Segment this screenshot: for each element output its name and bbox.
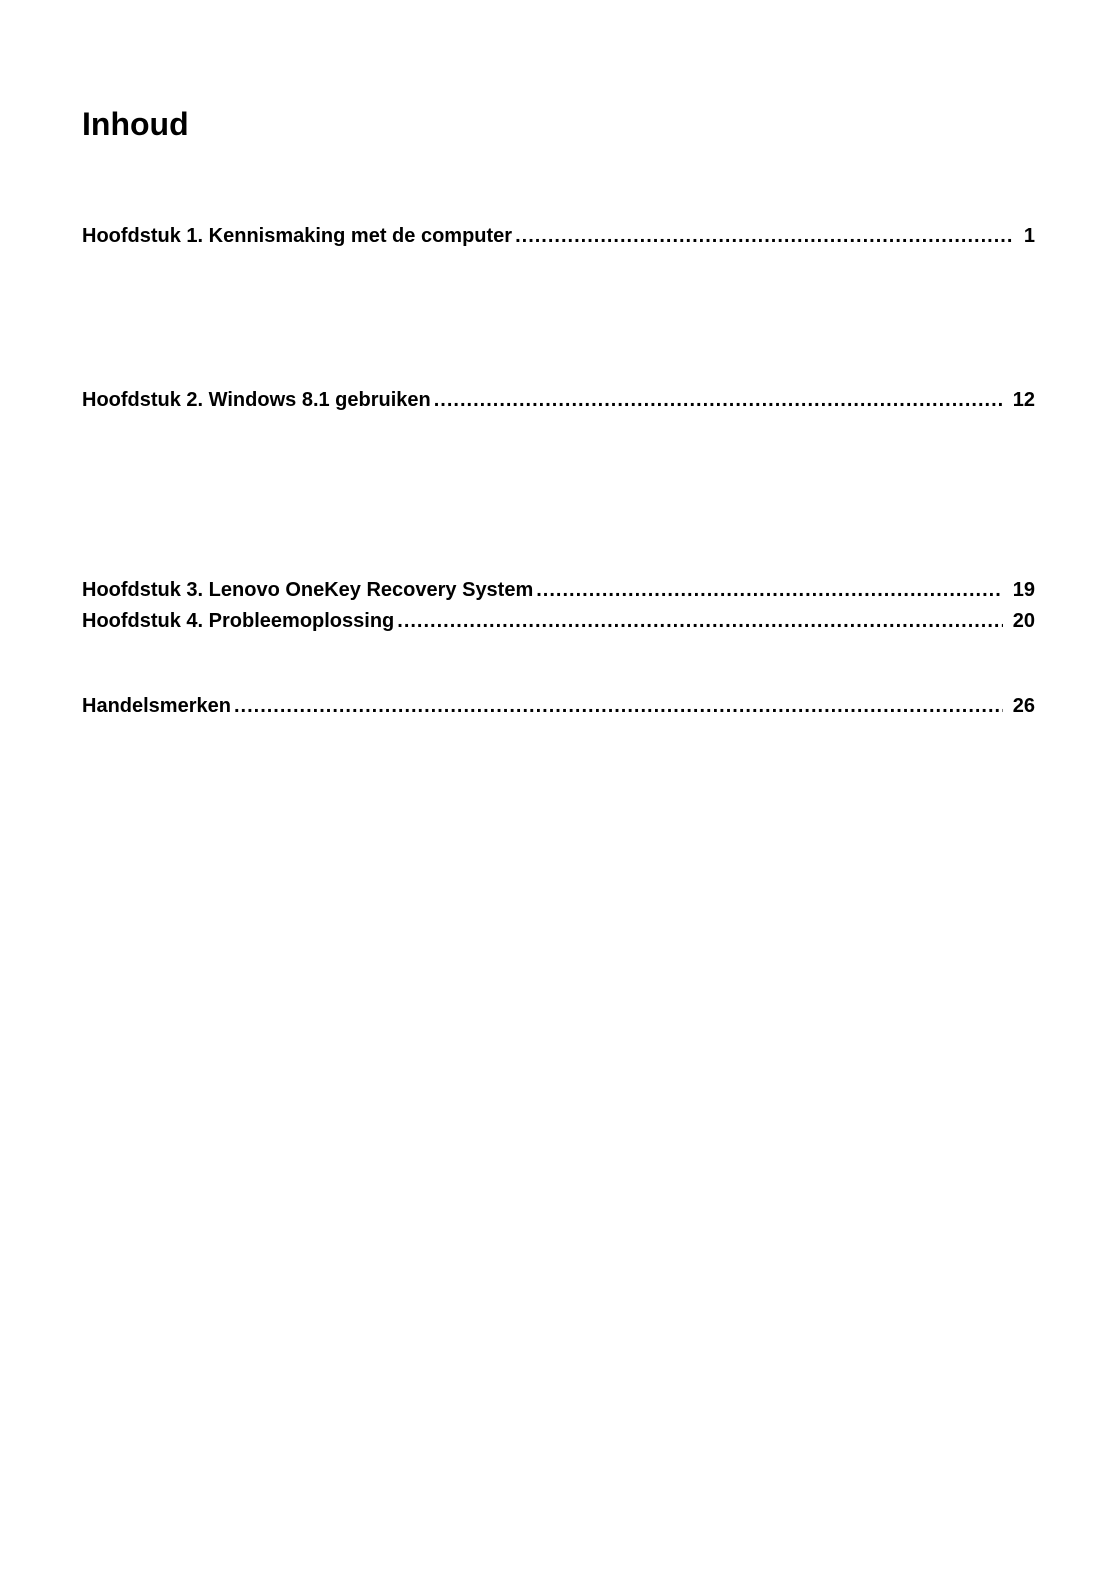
toc-entry-chapter-2[interactable] [82, 387, 1035, 413]
toc-entry-chapter-1[interactable] [82, 223, 1035, 249]
toc-entry-label: Hoofdstuk 2. Windows 8.1 gebruiken [82, 389, 431, 411]
toc-entry-label: Hoofdstuk 1. Kennismaking met de computer [82, 225, 513, 247]
toc-entry-chapter-3[interactable] [82, 577, 1035, 603]
toc-entry-chapter-4[interactable] [82, 608, 1035, 634]
toc-page-number: 20 [1012, 610, 1035, 632]
toc-entry-label: Handelsmerken [82, 695, 231, 717]
toc-dot-leader [515, 223, 1014, 249]
toc-dot-leader [536, 577, 1003, 603]
toc-page-number: 1 [1023, 225, 1035, 247]
toc-dot-leader [434, 387, 1003, 413]
toc-entry-label: Hoofdstuk 3. Lenovo OneKey Recovery System [82, 579, 534, 601]
toc-entry-trademarks[interactable] [82, 693, 1035, 719]
toc-dot-leader [397, 608, 1002, 634]
toc-page-number: 19 [1012, 579, 1035, 601]
page-title: Inhoud [82, 106, 189, 142]
toc-dot-leader [234, 693, 1003, 719]
toc-entry-label: Hoofdstuk 4. Probleemoplossing [82, 610, 395, 632]
toc-page-number: 12 [1012, 389, 1035, 411]
toc-page-number: 26 [1012, 695, 1035, 717]
